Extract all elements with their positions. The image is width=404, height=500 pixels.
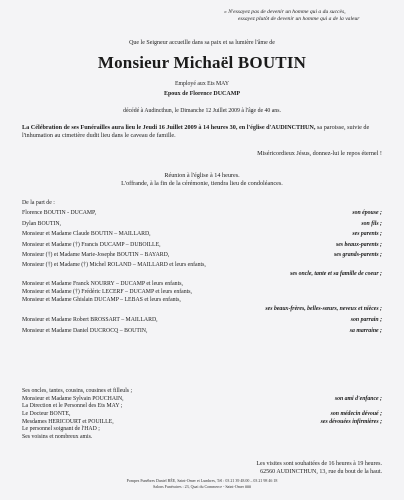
family-row xyxy=(22,315,382,326)
family-row xyxy=(22,261,382,269)
others-list xyxy=(22,388,382,442)
meeting-line-2: L'offrande, à la fin de la cérémonie, tiendra lieu de condoléances. xyxy=(121,180,283,187)
family-member: Monsieur et Madame (†) Frédéric LECERF – DUCAMP et leurs enfants, xyxy=(22,288,192,295)
quote-line-1: « N'essayez pas de devenir un homme qui a du succès, xyxy=(224,9,346,15)
employment: Employé aux Ets MAY xyxy=(174,81,230,87)
others-member: Le personnel soignant de l'HAD ; xyxy=(22,426,100,433)
others-row xyxy=(22,403,382,411)
family-intro-label: De la part de : xyxy=(22,200,55,206)
funeral-announcement xyxy=(22,124,382,140)
funeral-home-footer xyxy=(0,478,404,490)
prayer-line: Miséricordieux Jésus, donnez-lui le repos éternel ! xyxy=(257,150,382,157)
others-row xyxy=(22,419,382,427)
family-row xyxy=(22,280,382,288)
family-role: ses grands-parents ; xyxy=(334,252,382,259)
family-member: Monsieur (†) et Madame (†) Michel ROLAND – MAILLARD et leurs enfants, xyxy=(22,261,206,268)
family-role: son épouse ; xyxy=(352,210,382,216)
meeting-line-1: Réunion à l'église à 14 heures. xyxy=(164,172,240,179)
spouse-line: Epoux de Florence DUCAMP xyxy=(163,91,241,97)
family-member: Monsieur et Madame Claude BOUTIN – MAILLARD, xyxy=(22,231,151,238)
family-member: Monsieur et Madame Daniel DUCROCQ – BOUTIN, xyxy=(22,327,148,334)
others-member: Ses voisins et nombreux amis. xyxy=(22,434,93,441)
others-row xyxy=(22,434,382,442)
quote-line-2: essayez plutôt de devenir un homme qui a de la valeur xyxy=(238,16,360,23)
family-role-row xyxy=(22,269,382,280)
family-member: Monsieur (†) et Madame Marie-Josephe BOUTIN – BAYARD, xyxy=(22,252,170,259)
family-role: son fils ; xyxy=(361,220,382,227)
family-row xyxy=(22,208,382,219)
family-intro xyxy=(22,198,382,208)
meeting-info xyxy=(0,172,404,188)
footer-line-2: Salons Funéraires : 23, Quai du Commerce - Saint-Omer ### xyxy=(153,484,251,489)
family-member: Monsieur et Madame Ghislain DUCAMP – LEBAS et leurs enfants, xyxy=(22,297,181,304)
epigraph-quote xyxy=(224,9,394,24)
family-row xyxy=(22,240,382,251)
family-member: Dylan BOUTIN, xyxy=(22,220,61,227)
family-row xyxy=(22,250,382,261)
family-row xyxy=(22,229,382,240)
family-row xyxy=(22,296,382,304)
visits-hours: Les visites sont souhaitées de 16 heures à 19 heures. xyxy=(256,461,382,467)
funeral-announcement-bold: La Célébration de ses Funérailles aura lieu le Jeudi 16 Juillet 2009 à 14 heures 30, en l'église d'AUDINCTHUN, xyxy=(22,124,316,131)
family-role: ses parents ; xyxy=(352,231,382,238)
family-member: Monsieur et Madame Franck NOURRY – DUCAMP et leurs enfants, xyxy=(22,280,183,287)
family-member: Monsieur et Madame (†) Francis DUCAMP – DUBOILLE, xyxy=(22,241,161,248)
others-row xyxy=(22,426,382,434)
others-member: Ses oncles, tantes, cousins, cousines et filleuls ; xyxy=(22,388,133,394)
others-row xyxy=(22,388,382,396)
family-list xyxy=(22,198,382,336)
others-member: Le Docteur BONTE, xyxy=(22,411,71,418)
family-role: ses oncle, tante et sa famille de coeur ; xyxy=(290,271,382,278)
family-role-row xyxy=(22,304,382,315)
death-notice: décédé à Audincthun, le Dimanche 12 Juillet 2009 à l'âge de 40 ans. xyxy=(123,108,281,114)
family-role: son parrain ; xyxy=(350,316,382,323)
others-role: ses dévouées infirmières ; xyxy=(320,418,382,425)
family-member: Monsieur et Madame Robert BROSSART – MAILLARD, xyxy=(22,316,158,323)
others-role: son ami d'enfance ; xyxy=(334,395,382,402)
visits-address: 62560 AUDINCTHUN, 13, rue du bout de la haut. xyxy=(260,469,382,475)
others-member: Mesdames HERICOURT et POUILLE, xyxy=(22,418,114,425)
funeral-announcement-rest: sa paroisse, suivie de l'inhumation au cimetière dudit lieu dans le caveau de famille. xyxy=(22,124,370,139)
footer-line-1: Pompes Funèbres Daniel BÉE, Saint-Omer et Lumbres, Tél : 03 21 39 48.00 – 03 21 98 46 18 xyxy=(126,478,278,483)
others-row xyxy=(22,411,382,419)
family-role: sa marraine ; xyxy=(349,327,382,334)
family-row xyxy=(22,219,382,230)
others-member: Monsieur et Madame Sylvain POUCHAIN, xyxy=(22,395,124,402)
others-row xyxy=(22,396,382,404)
family-row xyxy=(22,326,382,337)
family-role: ses beaux-parents ; xyxy=(335,241,382,248)
intro-text: Que le Seigneur accueille dans sa paix et sa lumière l'âme de xyxy=(129,40,275,46)
visits-info xyxy=(0,460,404,476)
family-member: Florence BOUTIN - DUCAMP, xyxy=(22,210,97,216)
family-role: ses beaux-frères, belles-sœurs, neveux et nièces ; xyxy=(265,306,382,313)
family-row xyxy=(22,288,382,296)
deceased-name: Monsieur Michaël BOUTIN xyxy=(97,53,307,72)
others-role: son médecin dévoué ; xyxy=(330,411,382,418)
others-member: La Direction et le Personnel des Ets MAY ; xyxy=(22,403,123,410)
